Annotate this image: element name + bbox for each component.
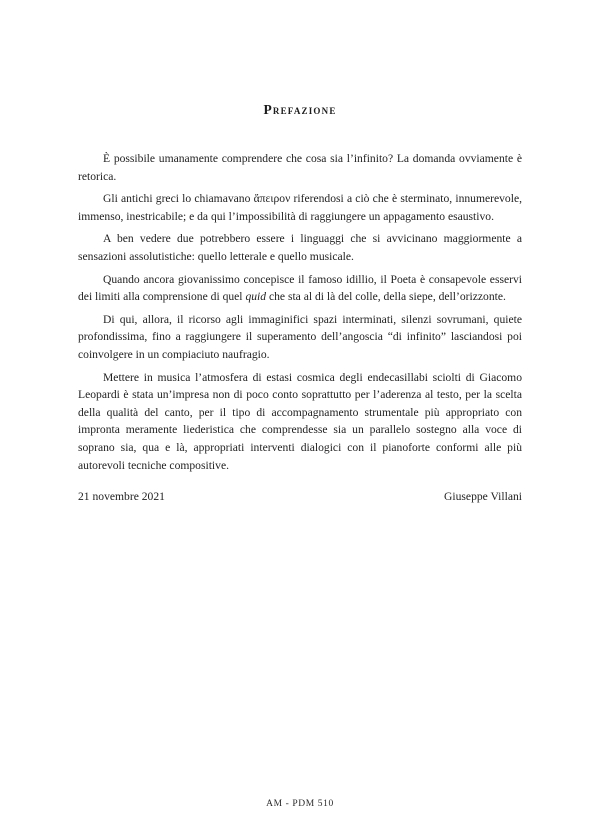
paragraph-3 (78, 230, 522, 265)
paragraph-6 (78, 369, 522, 475)
text-block (78, 0, 522, 506)
paragraph-text: Di qui, allora, il ricorso agli immaginifici spazi interminati, silenzi sovrumani, quiete profondissima, fino a raggiungere il superamento dell’angoscia “di infinito” lasciandosi poi coinvolgere in un compiaciuto naufragio. (78, 312, 522, 361)
paragraph-text: Quando ancora giovanissimo concepisce il famoso idillio, il Poeta è consapevole esservi dei limiti alla comprensione di quel (78, 272, 522, 304)
author-signature: Giuseppe Villani (444, 490, 522, 504)
paragraph-text: È possibile umanamente comprendere che cosa sia l’infinito? La domanda ovviamente è retorica. (78, 152, 522, 183)
body-text (78, 150, 522, 474)
paragraph-text: A ben vedere due potrebbero essere i linguaggi che si avvicinano maggiormente a sensazioni assolutistiche: quello letterale e quello musicale. (78, 232, 522, 263)
page-footer-code: AM - PDM 510 (266, 799, 334, 809)
page-title: Prefazione (263, 102, 337, 117)
paragraph-text: che sta al di là del colle, della siepe, dell’orizzonte. (266, 290, 506, 304)
paragraph-4 (78, 271, 522, 306)
latin-term-quid: quid (245, 290, 267, 304)
paragraph-text: Gli antichi greci lo chiamavano ἄπειρον riferendosi a ciò che è sterminato, innumerevole, immenso, inestricabile; e da qui l’impossibilità di raggiungere un appagamento esaustivo. (78, 192, 522, 223)
paragraph-1 (78, 150, 522, 185)
paragraph-2 (78, 190, 522, 225)
paragraph-text: Mettere in musica l’atmosfera di estasi cosmica degli endecasillabi sciolti di Giacomo Leopardi è stata un’impresa non di poco conto soprattutto per l’aderenza al testo, per la scelta della qualità del canto, per il tipo di accompagnamento strumentale più appropriato con impronta meramente liederistica che comprendesse sia un parallelo sostegno alla voce di soprano sia, qua e là, appropriati interventi dialogici con il pianoforte conformi alle più autorevoli tecniche compositive. (78, 370, 522, 472)
date-signature-row (78, 488, 522, 506)
paragraph-5 (78, 311, 522, 364)
date-text: 21 novembre 2021 (78, 490, 165, 504)
